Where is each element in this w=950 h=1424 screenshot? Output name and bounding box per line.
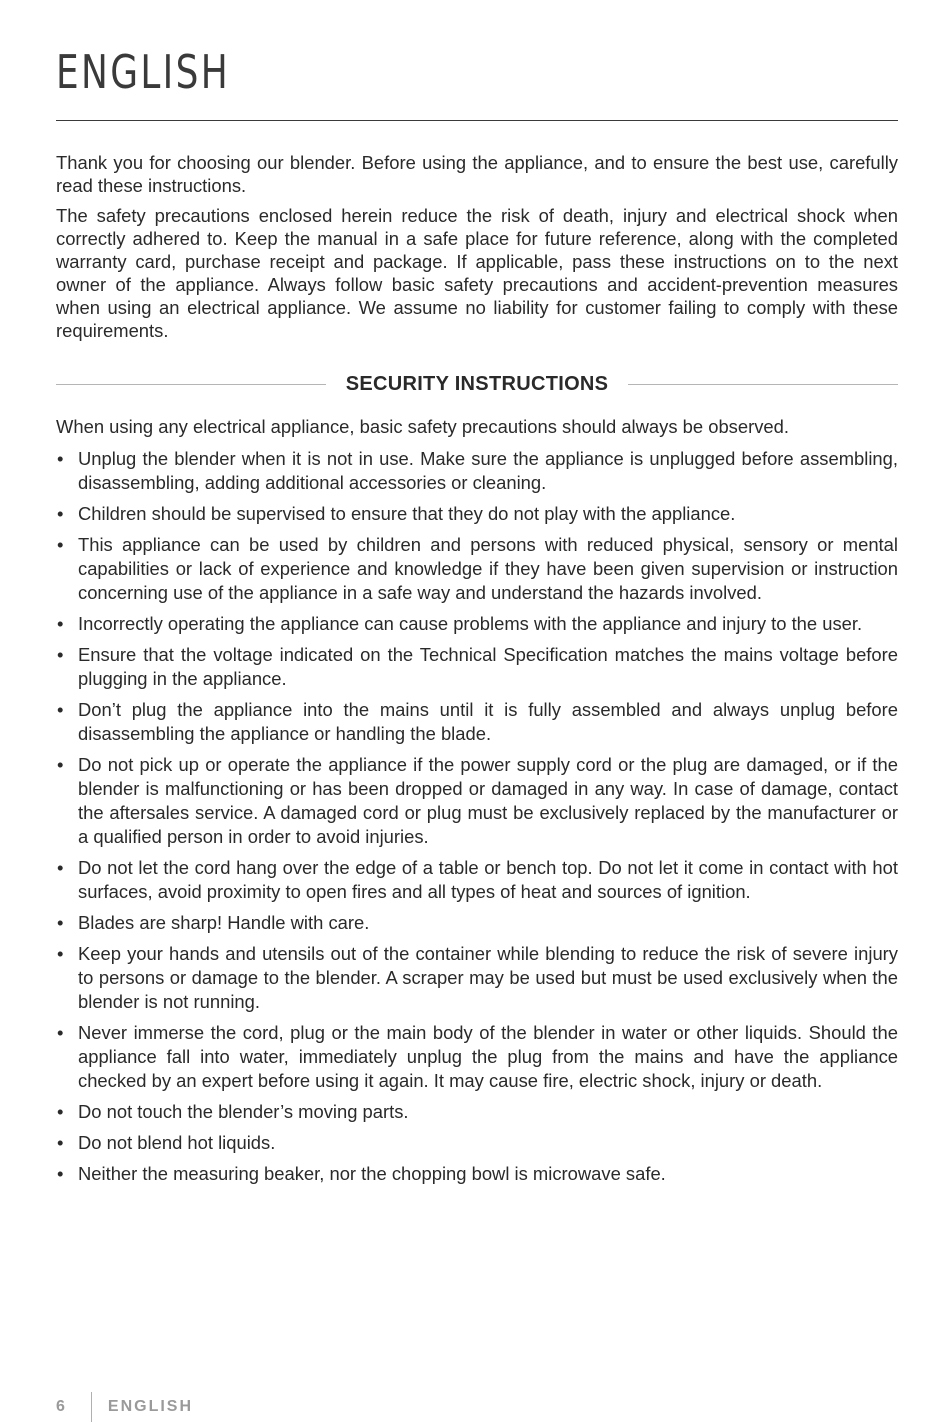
- bullet-icon: •: [57, 613, 64, 634]
- footer-label: ENGLISH: [107, 1398, 194, 1415]
- list-item-text: Incorrectly operating the appliance can cause problems with the appliance and injury to the user.: [78, 613, 863, 634]
- list-item-text: Children should be supervised to ensure that they do not play with the appliance.: [78, 503, 736, 524]
- list-item: [56, 753, 898, 849]
- list-item: [56, 1021, 898, 1093]
- bullet-icon: •: [57, 1101, 64, 1122]
- list-item-text: Blades are sharp! Handle with care.: [78, 912, 370, 933]
- bullet-icon: •: [57, 943, 64, 964]
- section-lead: When using any electrical appliance, basic safety precautions should always be observed.: [56, 416, 789, 437]
- section-heading: [56, 370, 898, 398]
- bullet-icon: •: [57, 699, 64, 720]
- intro-paragraph: Thank you for choosing our blender. Before using the appliance, and to ensure the best use, carefully read these instructions.: [56, 152, 898, 196]
- page-footer: [56, 1392, 193, 1422]
- list-item-text: Ensure that the voltage indicated on the Technical Specification matches the mains voltage before plugging in the appliance.: [78, 644, 898, 689]
- page-title: ENGLISH: [56, 45, 231, 99]
- list-item-text: Keep your hands and utensils out of the container while blending to reduce the risk of severe injury to persons or damage to the blender. A scraper may be used but must be used exclusively when the blender is not running.: [78, 943, 898, 1012]
- heading-rule-right: [628, 384, 898, 385]
- list-item-text: Don’t plug the appliance into the mains until it is fully assembled and always unplug before disassembling the appliance or handling the blade.: [78, 699, 898, 744]
- list-item: [56, 698, 898, 746]
- list-item-text: Unplug the blender when it is not in use. Make sure the appliance is unplugged before assembling, disassembling, adding additional accessories or cleaning.: [78, 448, 898, 493]
- bullet-icon: •: [57, 448, 64, 469]
- intro-paragraph: The safety precautions enclosed herein reduce the risk of death, injury and electrical shock when correctly adhered to. Keep the manual in a safe place for future reference, along with the completed warranty card, purchase receipt and package. If applicable, pass these instructions on to the next owner of the appliance. Always follow basic safety precautions and accident-prevention measures when using an electrical appliance. We assume no liability for customer failing to comply with these requirements.: [56, 205, 898, 341]
- list-item-text: Do not pick up or operate the appliance if the power supply cord or the plug are damaged, or if the blender is malfunctioning or has been dropped or damaged in any way. In case of damage, contact the aftersales service. A damaged cord or plug must be exclusively replaced by the manufacturer or a qualified person in order to avoid injuries.: [78, 754, 898, 847]
- intro-section: [56, 151, 898, 349]
- bullet-icon: •: [57, 1022, 64, 1043]
- list-item-text: Never immerse the cord, plug or the main body of the blender in water or other liquids. Should the appliance fall into water, immediately unplug the plug from the mains and have the appliance checked by an expert before using it again. It may cause fire, electric shock, injury or death.: [78, 1022, 898, 1091]
- bullet-icon: •: [57, 857, 64, 878]
- list-item: [56, 533, 898, 605]
- list-item-text: Neither the measuring beaker, nor the chopping bowl is microwave safe.: [78, 1163, 666, 1184]
- bullet-icon: •: [57, 534, 64, 555]
- list-item-text: This appliance can be used by children and persons with reduced physical, sensory or mental capabilities or lack of experience and knowledge if they have been given supervision or instruction concerning use of the appliance in a safe way and understand the hazards involved.: [78, 534, 898, 603]
- bullet-icon: •: [57, 503, 64, 524]
- bullet-icon: •: [57, 1163, 64, 1184]
- list-item-text: Do not let the cord hang over the edge of a table or bench top. Do not let it come in contact with hot surfaces, avoid proximity to open fires and all types of heat and sources of ignition.: [78, 857, 898, 902]
- bullet-icon: •: [57, 912, 64, 933]
- bullet-icon: •: [57, 644, 64, 665]
- list-item: [56, 1131, 898, 1155]
- list-item: [56, 1162, 898, 1186]
- list-item-text: Do not touch the blender’s moving parts.: [78, 1101, 409, 1122]
- list-item: [56, 502, 898, 526]
- footer-divider: [91, 1392, 92, 1422]
- page-number: 6: [56, 1398, 67, 1415]
- heading-rule-left: [56, 384, 326, 385]
- list-item: [56, 643, 898, 691]
- title-divider: [56, 120, 898, 121]
- list-item-text: Do not blend hot liquids.: [78, 1132, 276, 1153]
- list-item: [56, 612, 898, 636]
- section-heading-label: SECURITY INSTRUCTIONS: [345, 372, 609, 395]
- list-item: [56, 856, 898, 904]
- list-item: [56, 942, 898, 1014]
- bullet-icon: •: [57, 1132, 64, 1153]
- list-item: [56, 1100, 898, 1124]
- list-item: [56, 911, 898, 935]
- safety-list: [56, 447, 898, 1193]
- bullet-icon: •: [57, 754, 64, 775]
- list-item: [56, 447, 898, 495]
